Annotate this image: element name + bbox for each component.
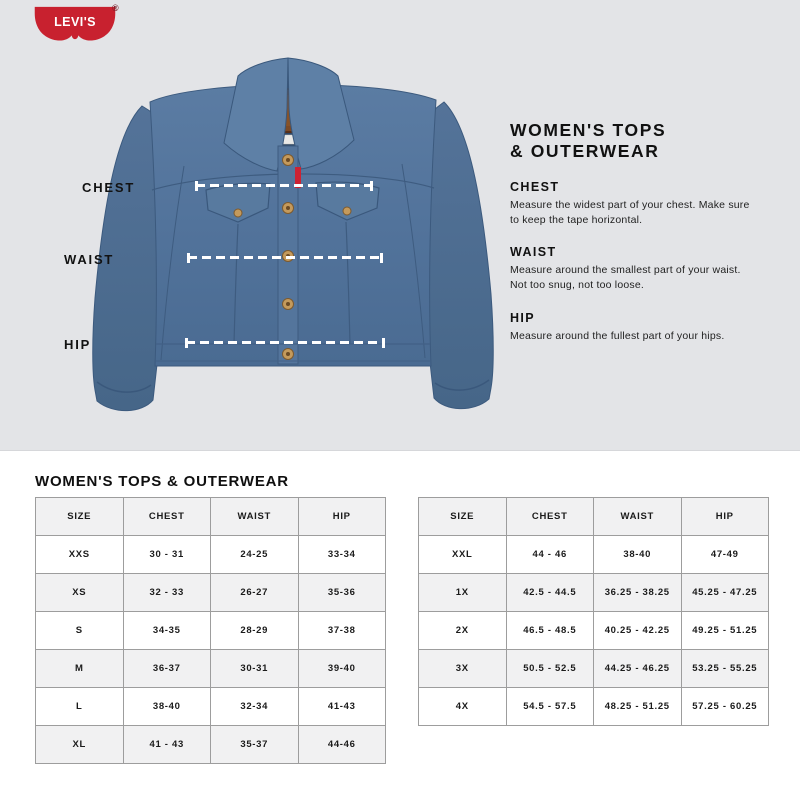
measurement-cell: 38-40 [123,688,211,726]
size-cell: 2X [419,612,507,650]
size-cell: 3X [419,650,507,688]
measurement-cell: 42.5 - 44.5 [506,574,594,612]
waist-section-text: Measure around the smallest part of your waist. Not too snug, not too loose. [510,264,741,292]
measurement-cell: 57.25 - 60.25 [681,688,769,726]
column-header-size: SIZE [419,498,507,536]
measure-instructions [510,120,755,344]
measurement-cell: 44-46 [298,726,386,764]
measurement-cell: 35-37 [211,726,299,764]
measurement-cell: 32 - 33 [123,574,211,612]
measurement-cell: 41 - 43 [123,726,211,764]
size-row-xs [36,574,386,612]
waist-measure-line [188,256,382,259]
size-cell: XXL [419,536,507,574]
measurement-cell: 54.5 - 57.5 [506,688,594,726]
chest-section-text: Measure the widest part of your chest. Make sure to keep the tape horizontal. [510,198,750,226]
column-header-hip: HIP [681,498,769,536]
measurement-cell: 46.5 - 48.5 [506,612,594,650]
chest-label: CHEST [82,180,136,195]
measurement-cell: 26-27 [211,574,299,612]
hip-section-label: HIP [510,310,536,325]
size-row-m [36,650,386,688]
size-row-xl [36,726,386,764]
measurement-cell: 44 - 46 [506,536,594,574]
column-header-hip: HIP [298,498,386,536]
size-table-standard [35,497,386,764]
size-table-extended [418,497,769,726]
measurement-cell: 35-36 [298,574,386,612]
measurement-cell: 48.25 - 51.25 [594,688,682,726]
measurement-cell: 40.25 - 42.25 [594,612,682,650]
measurement-cell: 24-25 [211,536,299,574]
guide-title-line2: & OUTERWEAR [510,141,660,162]
measurement-cell: 49.25 - 51.25 [681,612,769,650]
size-row-xxl [419,536,769,574]
measurement-cell: 28-29 [211,612,299,650]
size-row-3x [419,650,769,688]
measurement-cell: 50.5 - 52.5 [506,650,594,688]
column-header-size: SIZE [36,498,124,536]
size-row-s [36,612,386,650]
size-chart-title: WOMEN'S TOPS & OUTERWEAR [35,473,289,490]
measurement-cell: 37-38 [298,612,386,650]
waist-label: WAIST [64,252,115,267]
measurement-cell: 45.25 - 47.25 [681,574,769,612]
size-row-1x [419,574,769,612]
chest-section-label: CHEST [510,179,560,194]
chest-measure-line [196,184,372,187]
column-header-chest: CHEST [506,498,594,536]
size-row-xxs [36,536,386,574]
size-row-4x [419,688,769,726]
measurement-cell: 34-35 [123,612,211,650]
size-cell: S [36,612,124,650]
size-row-l [36,688,386,726]
registered-trademark: ® [112,3,119,13]
levis-logo-text: LEVI'S [54,15,96,30]
measurement-cell: 41-43 [298,688,386,726]
hip-section-text: Measure around the fullest part of your hips. [510,329,725,342]
measurement-cell: 30-31 [211,650,299,688]
measurement-cell: 36.25 - 38.25 [594,574,682,612]
column-header-chest: CHEST [123,498,211,536]
header-row [36,498,386,536]
size-cell: M [36,650,124,688]
waist-section-label: WAIST [510,245,557,260]
measurement-cell: 38-40 [594,536,682,574]
measurement-cell: 47-49 [681,536,769,574]
guide-title-line1: WOMEN'S TOPS [510,120,667,140]
size-cell: XL [36,726,124,764]
measurement-cell: 53.25 - 55.25 [681,650,769,688]
size-row-2x [419,612,769,650]
measurement-cell: 33-34 [298,536,386,574]
jacket-photo [88,48,498,443]
size-cell: XS [36,574,124,612]
measurement-cell: 39-40 [298,650,386,688]
column-header-waist: WAIST [594,498,682,536]
hip-label: HIP [64,337,92,352]
denim-jacket-image [88,48,498,443]
column-header-waist: WAIST [211,498,299,536]
header-row [419,498,769,536]
measurement-cell: 44.25 - 46.25 [594,650,682,688]
size-cell: L [36,688,124,726]
measurement-cell: 36-37 [123,650,211,688]
measurement-cell: 32-34 [211,688,299,726]
size-cell: 1X [419,574,507,612]
measurement-cell: 30 - 31 [123,536,211,574]
size-cell: 4X [419,688,507,726]
size-cell: XXS [36,536,124,574]
hip-measure-line [186,341,384,344]
